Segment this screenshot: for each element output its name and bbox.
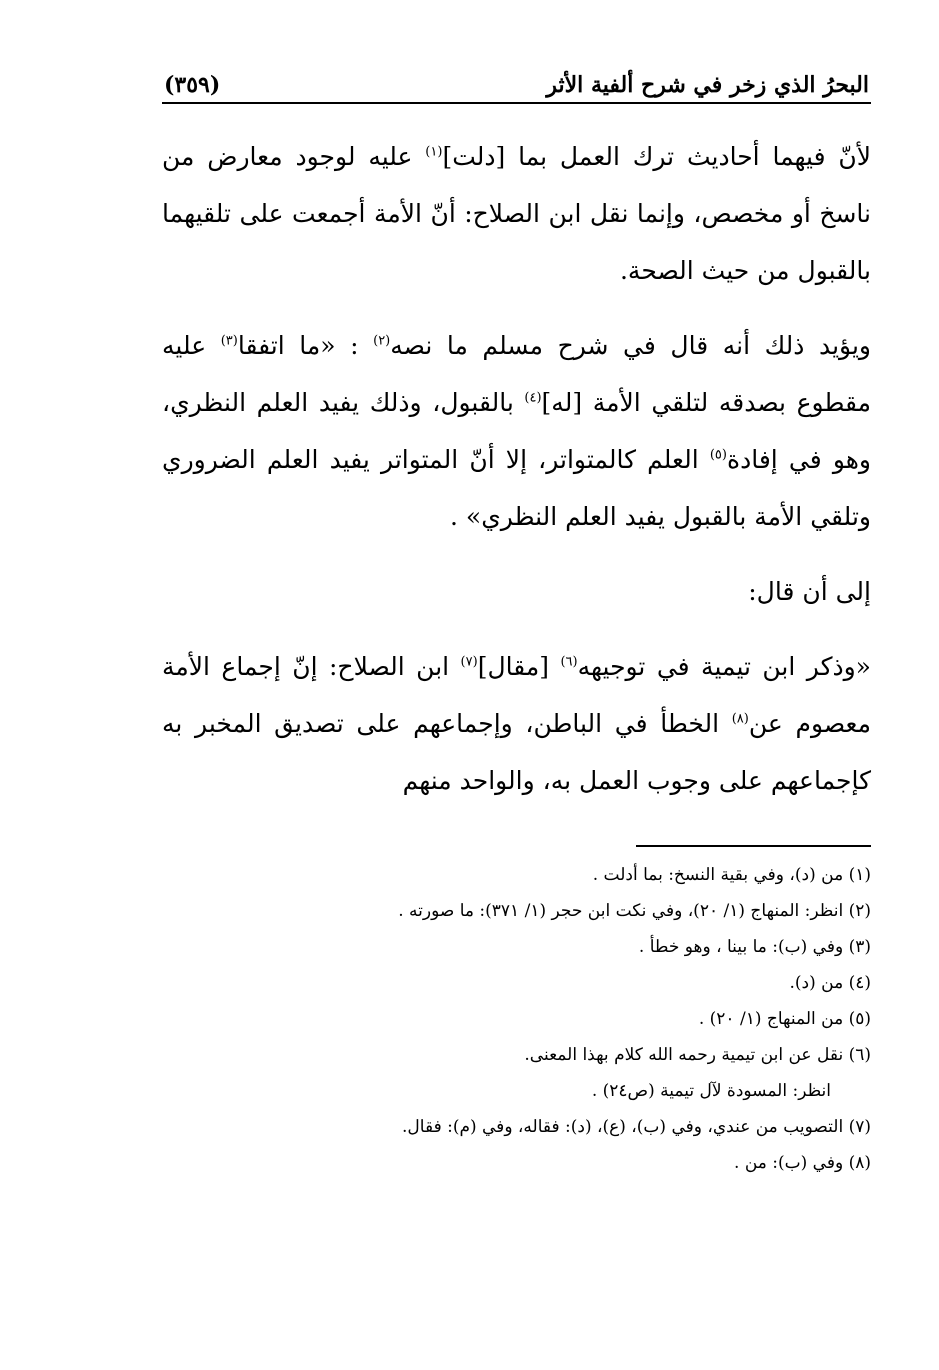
paragraph-4 bbox=[162, 638, 871, 809]
footnote-divider bbox=[636, 845, 871, 847]
page-header bbox=[162, 60, 871, 104]
footnote-ref-5: (٥) bbox=[709, 447, 727, 463]
page-number: (٣٥٩) bbox=[164, 72, 221, 98]
text-segment: الخطأ في الباطن، وإجماعهم على تصديق المخبر به كإجماعهم على وجوب العمل به، والواحد منهم bbox=[162, 709, 871, 795]
footnote-8: (٨) وفي (ب): من . bbox=[734, 1153, 871, 1173]
text-segment: عليه لوجود معارض من ناسخ أو مخصص، وإنما نقل ابن الصلاح: أنّ الأمة أجمعت على تلقيهما بالقبول من حيث الصحة. bbox=[162, 142, 871, 285]
footnote-5: (٥) من المنهاج (١/ ٢٠) . bbox=[698, 1009, 871, 1029]
text-segment: لأنّ فيهما أحاديث ترك العمل بما [دلت] bbox=[442, 142, 871, 171]
paragraph-1 bbox=[162, 128, 871, 299]
footnote-ref-3: (٣) bbox=[220, 333, 238, 349]
footnote-ref-7: (٧) bbox=[460, 654, 478, 670]
text-segment: «وذكر ابن تيمية في توجيهه bbox=[577, 652, 871, 681]
footnote-3: (٣) وفي (ب): ما بينا ، وهو خطأ . bbox=[638, 937, 871, 957]
text-segment: عليه مقطوع بصدقه لتلقي الأمة [له] bbox=[162, 331, 871, 417]
paragraph-3: إلى أن قال: bbox=[748, 577, 871, 606]
footnote-ref-4: (٤) bbox=[524, 390, 542, 406]
page bbox=[162, 60, 871, 1181]
footnote-4: (٤) من (د). bbox=[789, 973, 871, 993]
footnote-7: (٧) التصويب من عندي، وفي (ب)، (ع)، (د): فقاله، وفي (م): فقال. bbox=[402, 1117, 871, 1137]
footnote-6: (٦) نقل عن ابن تيمية رحمه الله كلام بهذا المعنى. bbox=[524, 1045, 871, 1065]
text-segment: : «ما اتفقا bbox=[237, 331, 374, 360]
text-segment: بالقبول، وذلك يفيد العلم النظري، وهو في إفادة bbox=[162, 388, 871, 474]
footnote-6-continuation: انظر: المسودة لآل تيمية (ص٢٤) . bbox=[591, 1081, 831, 1101]
text-segment: ويؤيد ذلك أنه قال في شرح مسلم ما نصه bbox=[390, 331, 871, 360]
paragraph-2 bbox=[162, 317, 871, 545]
main-text bbox=[162, 128, 871, 809]
text-segment: [مقال] bbox=[477, 652, 561, 681]
footnote-ref-2: (٢) bbox=[373, 333, 391, 349]
footnote-2: (٢) انظر: المنهاج (١/ ٢٠)، وفي نكت ابن حجر (١/ ٣٧١): ما صورته . bbox=[398, 901, 871, 921]
footnote-ref-8: (٨) bbox=[731, 711, 749, 727]
text-segment: العلم كالمتواتر، إلا أنّ المتواتر يفيد العلم الضروري وتلقي الأمة بالقبول يفيد العلم النظري» . bbox=[162, 445, 871, 531]
running-title: البحرُ الذي زخر في شرح ألفية الأثر bbox=[546, 72, 869, 98]
footnotes bbox=[162, 857, 871, 1181]
text-segment: ابن الصلاح: إنّ إجماع الأمة معصوم عن bbox=[162, 652, 871, 738]
footnote-ref-6: (٦) bbox=[560, 654, 578, 670]
footnote-ref-1: (١) bbox=[425, 144, 443, 160]
footnote-1: (١) من (د)، وفي بقية النسخ: بما أدلت . bbox=[592, 865, 871, 885]
